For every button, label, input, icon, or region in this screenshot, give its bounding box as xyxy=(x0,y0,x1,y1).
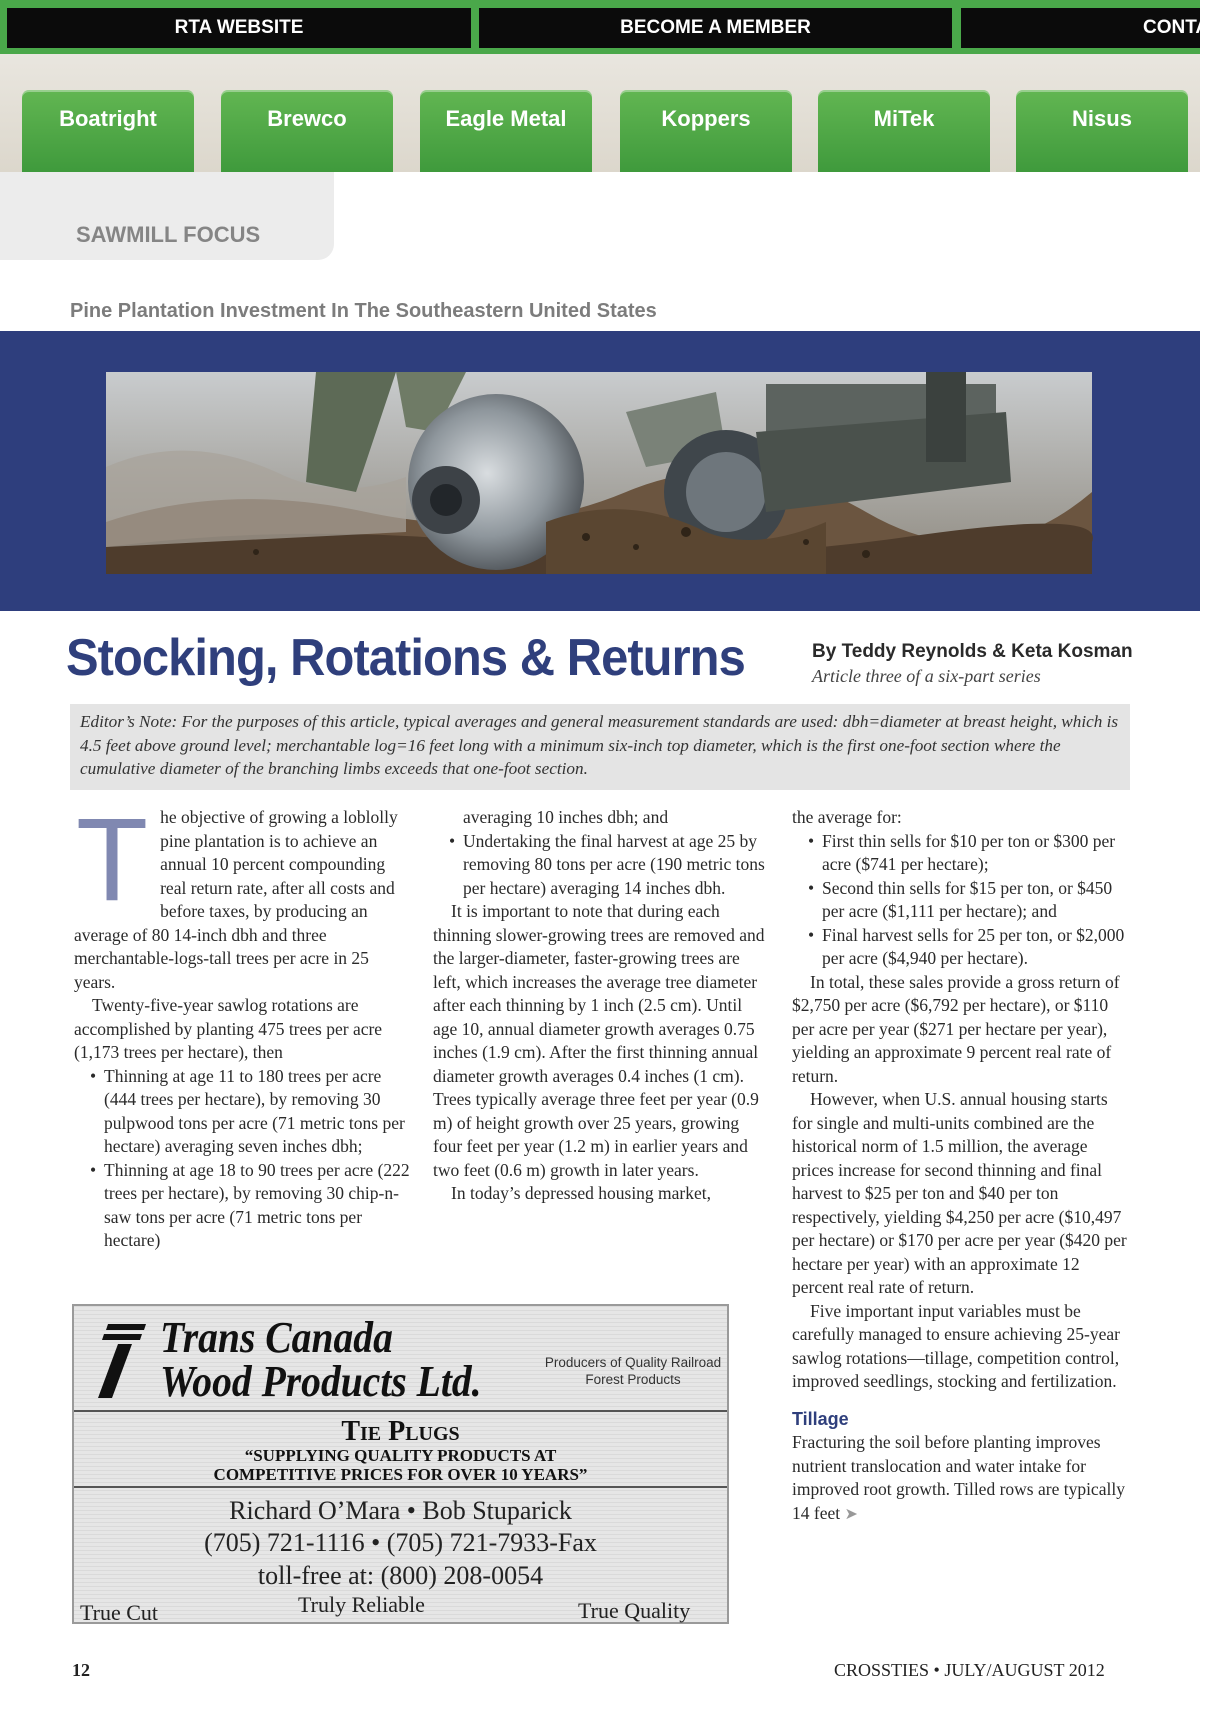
bullet-item: • Second thin sells for $15 per ton, or $450 per acre ($1,111 per hectare); and xyxy=(808,877,1113,921)
paragraph: However, when U.S. annual housing starts for single and multi-units combined are the historical norm of 1.5 million, the average prices increase for second thinning and final harvest to $25 per ton and $40 per ton respectively, yielding $4,250 per acre ($10,497 per hectare) or $170 per acre per year ($420 per hectare per year) with an approximate 12 percent real rate of return. xyxy=(792,1089,1127,1297)
ad-company-line: Wood Products Ltd. xyxy=(160,1357,482,1406)
bullet-text: Final harvest sells for 25 per ton, or $2,000 per acre ($4,940 per hectare). xyxy=(822,924,1125,968)
bullet-text: First thin sells for $10 per ton or $300 per acre ($741 per hectare); xyxy=(822,830,1116,874)
page-number: 12 xyxy=(72,1660,90,1680)
paragraph: Five important input variables must be carefully managed to ensure achieving 25-year sawlog rotations—tillage, competition control, improved seedlings, stocking and fertilization. xyxy=(792,1300,1120,1391)
paragraph-text: Fracturing the soil before planting improves nutrient translocation and water intake for improved root growth. Tilled rows are typically 14 feet xyxy=(792,1432,1125,1523)
top-nav-bar xyxy=(0,0,1209,54)
ad-tagline-line: Producers of Quality Railroad xyxy=(544,1355,722,1370)
article-headline: Stocking, Rotations & Returns xyxy=(66,629,745,687)
paragraph: In total, these sales provide a gross return of $2,750 per acre ($6,792 per hectare), or $110 per acre per year ($271 per hectare per year), yielding an approximate 9 percent real rate of return. xyxy=(792,971,1120,1086)
paragraph: the average for: xyxy=(792,807,902,827)
ad-divider xyxy=(74,1410,727,1412)
paragraph xyxy=(74,794,410,994)
sponsor-button-eagle-metal[interactable]: Eagle Metal xyxy=(420,90,592,172)
bullet-item: • Undertaking the final harvest at age 25 by removing 80 tons per acre (190 metric tons per hectare) averaging 14 inches dbh. xyxy=(449,830,765,898)
bullet-continuation: averaging 10 inches dbh; and xyxy=(463,807,669,827)
editor-note: Editor’s Note: For the purposes of this article, typical averages and general measurement standards are used: dbh=diameter at breast height, which is 4.5 feet above ground level; merchantable log=16 feet long with a minimum six-inch top diameter, which is the first one-foot section where the cumulative diameter of the branching limbs exceeds that one-foot section. xyxy=(80,712,1119,778)
bullet-item: • First thin sells for $10 per ton or $300 per acre ($741 per hectare); xyxy=(808,830,1116,874)
ad-divider xyxy=(74,1486,727,1488)
article-series-note: Article three of a six-part series xyxy=(812,666,1041,686)
sponsor-button-nisus[interactable]: Nisus xyxy=(1016,90,1188,172)
hero-photo-tillage-disc xyxy=(106,372,1092,574)
ad-slogan-line: COMPETITIVE PRICES FOR OVER 10 YEARS” xyxy=(213,1465,588,1484)
sponsor-button-boatright[interactable]: Boatright xyxy=(22,90,194,172)
paragraph-text: he objective of growing a loblolly pine plantation is to achieve an annual 10 percent compounding real return rate, after all costs and before taxes, by producing an average of 80 14-inch dbh and three merchantable-logs-tall trees per acre in 25 years. xyxy=(74,807,398,992)
paragraph: It is important to note that during each thinning slower-growing trees are removed and the larger-diameter, faster-growing trees are left, which increases the average tree diameter after each thinning by 1 inch (2.5 cm). Until age 10, annual diameter growth averages 0.75 inches (1.9 cm). After the first thinning annual diameter growth averages 0.4 inches (1 cm). Trees typically average three feet per year (0.9 m) of height growth over 25 years, growing four feet per year (1.2 m) in earlier years and two feet (0.6 m) growth in later years. xyxy=(433,901,765,1180)
bullet-text: Thinning at age 18 to 90 trees per acre (222 trees per hectare), by removing 30 chip-n-saw tons per acre (71 metric tons per hectare) xyxy=(104,1159,410,1250)
ad-producers-tagline xyxy=(538,1354,728,1388)
article-byline: By Teddy Reynolds & Keta Kosman xyxy=(812,641,1133,662)
ad-true-cut: True Cut xyxy=(80,1600,159,1625)
ad-tagline-line: Forest Products xyxy=(585,1372,681,1387)
bullet-item: • Thinning at age 11 to 180 trees per acre (444 trees per hectare), by removing 30 pulpwood tons per acre (71 metric tons per hectare) averaging seven inches dbh; xyxy=(90,1065,405,1156)
nav-link-become-member[interactable]: BECOME A MEMBER xyxy=(479,8,952,48)
ad-product-title: Tie Plugs xyxy=(341,1416,460,1447)
ad-slogan xyxy=(74,1446,727,1484)
sponsor-button-brewco[interactable]: Brewco xyxy=(221,90,393,172)
ad-slogan-line: “SUPPLYING QUALITY PRODUCTS AT xyxy=(244,1446,557,1465)
article-column-1 xyxy=(74,794,410,1253)
drop-cap: T xyxy=(76,794,149,926)
paragraph: Twenty-five-year sawlog rotations are accomplished by planting 475 trees per acre (1,173 trees per hectare), then xyxy=(74,995,383,1062)
sponsor-strip xyxy=(0,54,1200,172)
article-column-3 xyxy=(792,806,1130,1526)
section-label: SAWMILL FOCUS xyxy=(76,222,261,247)
bullet-item: • Thinning at age 18 to 90 trees per acre (222 trees per hectare), by removing 30 chip-n-saw tons per acre (71 metric tons per hectare) xyxy=(90,1159,410,1250)
bullet-text: Undertaking the final harvest at age 25 by removing 80 tons per acre (190 metric tons per hectare) averaging 14 inches dbh. xyxy=(463,830,765,898)
section-subheading: Tillage xyxy=(792,1408,849,1429)
ad-phone-numbers: (705) 721-1116 • (705) 721-7933-Fax xyxy=(204,1528,597,1557)
paragraph: In today’s depressed housing market, xyxy=(451,1183,712,1203)
sponsor-button-koppers[interactable]: Koppers xyxy=(620,90,792,172)
magazine-issue: CROSSTIES • JULY/AUGUST 2012 xyxy=(834,1660,1105,1680)
ad-company-name xyxy=(160,1313,482,1406)
ad-truly-reliable: Truly Reliable xyxy=(298,1592,425,1617)
nav-link-rta-website[interactable]: RTA WEBSITE xyxy=(7,8,471,48)
ad-contact-names: Richard O’Mara • Bob Stuparick xyxy=(229,1496,572,1525)
nav-link-contact[interactable]: CONTA xyxy=(961,8,1200,48)
continue-arrow-icon: ➤ xyxy=(844,1505,858,1523)
sponsor-button-mitek[interactable]: MiTek xyxy=(818,90,990,172)
ad-true-quality: True Quality xyxy=(578,1598,691,1623)
bullet-item: • Final harvest sells for 25 per ton, or $2,000 per acre ($4,940 per hectare). xyxy=(808,924,1125,968)
ad-toll-free: toll-free at: (800) 208-0054 xyxy=(257,1561,544,1590)
ad-company-line: Trans Canada xyxy=(160,1313,393,1362)
paragraph xyxy=(792,1431,1130,1526)
bullet-text: Second thin sells for $15 per ton, or $450 per acre ($1,111 per hectare); and xyxy=(822,877,1113,921)
article-column-2 xyxy=(433,806,769,1206)
article-subtitle: Pine Plantation Investment In The Southeastern United States xyxy=(70,300,657,322)
company-logo-icon xyxy=(88,1320,148,1400)
bullet-text: Thinning at age 11 to 180 trees per acre (444 trees per hectare), by removing 30 pulpwood tons per acre (71 metric tons per hectare) averaging seven inches dbh; xyxy=(104,1065,405,1156)
advertisement-trans-canada[interactable] xyxy=(72,1304,729,1624)
